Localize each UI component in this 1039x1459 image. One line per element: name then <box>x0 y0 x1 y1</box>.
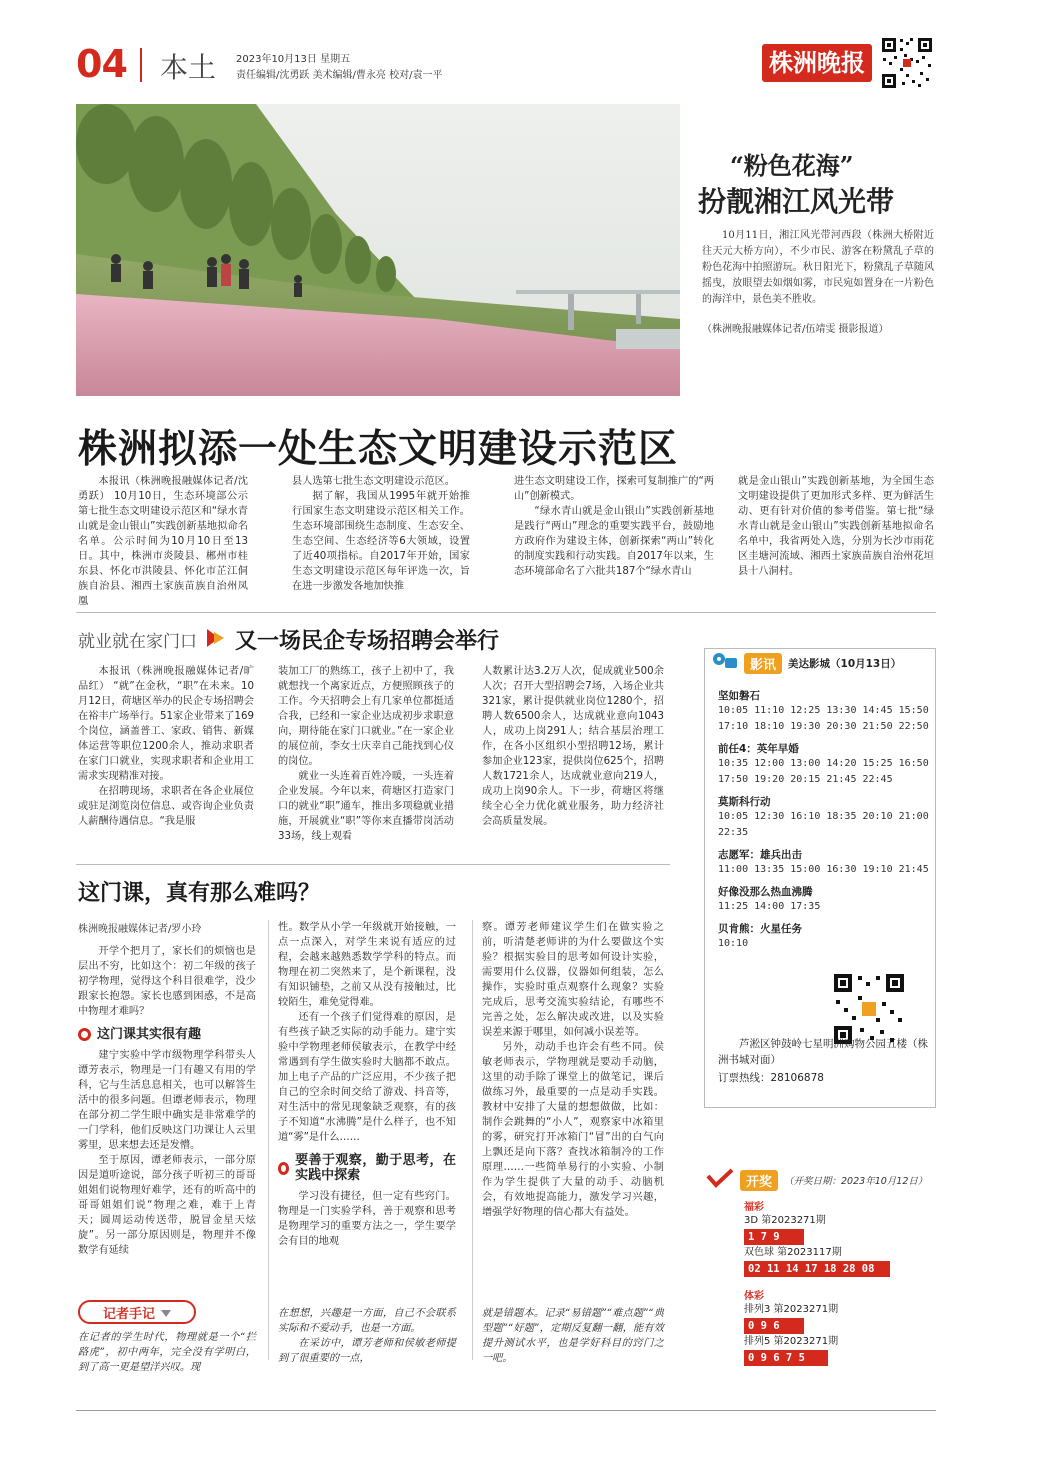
lead-col-1 <box>78 474 248 609</box>
job-col2a-text: 装加工厂的熟练工，孩子上初中了，我就想找一个离家近点，方便照顾孩子的工作。今天招聘会上有几家单位都挺适合我，已经和一家企业达成初步求职意向，期待能在家门口就业。”在一家企业的展位前，李女士庆幸自己能找到心仪的岗位。 <box>278 666 454 767</box>
movie-item <box>718 847 930 878</box>
lead-col2b-text: 据了解，我国从1995年就开始推行国家生态文明建设示范区相关工作。生态环境部围绕生态制度、生态安全、生态空间、生态经济等6大领域，设置了近40项指标。自2017年开始，国家生态文明建设示范区每年评选一次，旨在进一步激发各地加快推 <box>292 491 470 592</box>
notes-tag <box>78 1300 196 1324</box>
draw-name: 双色球 第2023117期 <box>744 1247 842 1258</box>
job-col2b-text: 就业一头连着百姓冷暖，一头连着企业发展。今年以来，荷塘区打造家门口的就业“职”通车，推出多项稳就业措施，开展就业“职”等你来直播带岗活动33场，线上观看 <box>278 771 454 842</box>
winning-numbers: 1 7 9 <box>744 1229 804 1245</box>
physics-col-3 <box>482 920 664 1220</box>
movie-header <box>712 652 901 674</box>
movie-item <box>718 741 930 788</box>
cinema-name: 美达影城（10月13日） <box>788 657 902 670</box>
section-divider <box>140 48 142 82</box>
job-col3-text: 人数累计达3.2万人次，促成就业500余人次；召开大型招聘会7场，入场企业共321家，累计提供就业岗位1280个，招聘人数6500余人，达成就业意向1043人，成功上岗291人；结合基层治理工作，在各小区组织小型招聘12场，累计参加企业123家，提供岗位625个，招聘人数1721余人，达成就业意向219人，成功上岗90余人。下一步，荷塘区将继续全心全力优化就业服务，助力经济社会高质量发展。 <box>482 666 664 827</box>
movie-title: 好像没那么热血沸腾 <box>718 886 813 898</box>
movie-title: 坚如磐石 <box>718 690 760 702</box>
job-headline: 又一场民企专场招聘会举行 <box>235 629 500 654</box>
divider <box>76 612 936 613</box>
column-rule <box>268 920 269 1360</box>
checkmark-icon <box>706 1168 734 1192</box>
lead-col2-text: 县人选第七批生态文明建设示范区。 <box>292 476 455 487</box>
cinema-phone: 订票热线：28106878 <box>718 1072 824 1084</box>
winning-numbers: 0 9 6 7 5 <box>744 1350 828 1366</box>
notes-col-1 <box>78 1330 256 1375</box>
lead-col4-text: 就是金山银山”实践创新基地，为全国生态文明建设提供了更加形式多样、更为鲜活生动、更有针对价值的参考借鉴。第七批“绿水青山就是金山银山”实践创新基地拟命名名单中，我省两处入选，分别为长沙市雨花区圭塘河流域、湘西土家族苗族自治州花垣县十八洞村。 <box>738 476 934 577</box>
movie-showtimes: 10:10 <box>718 938 749 949</box>
bullet-icon <box>78 1028 91 1041</box>
chevron-down-icon <box>161 1303 171 1322</box>
movie-showtimes: 10:05 11:10 12:25 13:30 14:45 15:50 17:10 18:10 19:30 20:30 21:50 22:50 <box>718 705 929 732</box>
lottery-header <box>706 1168 927 1192</box>
notes-a-text: 在记者的学生时代，物理就是一个“拦路虎”，初中两年，完全没有学明白，到了高一更是望洋兴叹。现 <box>78 1332 256 1373</box>
lead-col1-text: 本报讯（株洲晚报融媒体记者/沈勇跃） 10月10日，生态环境部公示第七批生态文明建设示范区和“绿水青山就是金山银山”实践创新基地拟命名名单。公示时间为10月10日至13日。其中，株洲市炎陵县、郴州市桂东县、怀化市洪陵县、怀化市芷江侗族自治县、湘西土家族苗族自治州凤凰 <box>78 476 248 607</box>
lottery-results <box>744 1198 930 1366</box>
qr-code-icon[interactable] <box>880 36 934 90</box>
arrow-icon <box>205 627 227 653</box>
physics-byline: 株洲晚报融媒体记者/罗小玲 <box>78 924 202 935</box>
physics-subhead1-label: 这门课其实很有趣 <box>97 1027 202 1042</box>
movie-list <box>718 688 930 958</box>
welfare-lottery-label: 福彩 <box>744 1202 764 1213</box>
movie-showtimes: 10:35 12:00 13:00 14:20 15:25 16:50 17:50 19:20 20:15 21:45 22:45 <box>718 758 929 785</box>
physics-col2a-text: 性。数学从小学一年级就开始接触，一点一点深入，对学生来说有适应的过程，会越来越熟悉数学学科的特点。而物理在初二突然来了，是个新课程，没有知识铺垫，之前又从没有接触过，比较陌生，难免觉得难。 <box>278 922 456 1008</box>
movie-title: 莫斯科行动 <box>718 796 771 808</box>
physics-col2b-text: 还有一个孩子们觉得难的原因，是有些孩子缺乏实际的动手能力。建宁实验中学物理老师侯敏表示，在教学中经常遇到有学生做实验时大脑都不敢点。加上电子产品的广泛应用，不少孩子把自己的空余时间交给了游戏、抖音等，对生活中的常见现象缺乏观察，有的孩子不知道“水沸腾”是什么样子，也不知道“雾”是什么…… <box>278 1012 456 1143</box>
movie-showtimes: 11:25 14:00 17:35 <box>718 901 821 912</box>
masthead-logo: 株洲晚报 <box>762 44 872 82</box>
photo-story-body: 10月11日，湘江风光带河西段（株洲大桥附近往天元大桥方向），不少市民、游客在粉黛乱子草的粉色花海中拍照游玩。秋日阳光下，粉黛乱子草随风摇曳，放眼望去如烟如雾，市民宛如置身在一片粉色的海洋中，景色美不胜收。 <box>702 230 934 305</box>
notes-d-text: 就是错题本。记录“易错题”“难点题”“典型题”“好题”，定期反复翻一翻，能有效提升测试水平，也是学好科目的窍门之一吧。 <box>482 1308 664 1364</box>
notes-col-2 <box>278 1306 456 1366</box>
lottery-date-note: （开奖日期：2023年10月12日） <box>784 1176 928 1187</box>
notes-tag-label: 记者手记 <box>102 1306 155 1322</box>
movie-item <box>718 921 828 952</box>
physics-col1b-text: 建宁实验中学市级物理学科带头人谭芳表示，物理是一门有趣又有用的学科，它与生活息息相关，也可以解答生活中的很多问题。但谭老师表示，物理在部分初二学生眼中确实是非常难学的一门学科，他们反映这门功课让人云里雾里，思来想去还是发懵。 <box>78 1050 256 1151</box>
lead-col-4 <box>738 474 934 579</box>
movie-title: 前任4：英年早婚 <box>718 743 799 755</box>
movie-title: 志愿军：雄兵出击 <box>718 849 802 861</box>
draw-name: 3D 第2023271期 <box>744 1215 826 1226</box>
cinema-address: 芦淞区钟鼓岭七星明洲购物公园五楼（株洲书城对面） <box>718 1038 928 1066</box>
film-reel-icon <box>712 652 738 674</box>
movie-showtimes: 11:00 13:35 15:00 16:30 19:10 21:45 <box>718 864 929 875</box>
column-rule <box>472 920 473 1360</box>
news-photo-pink-grass <box>76 104 680 396</box>
lead-col-2 <box>292 474 470 594</box>
divider <box>76 864 670 865</box>
job-col1b-text: 在招聘现场，求职者在各企业展位或驻足浏览岗位信息、或咨询企业负责人薪酬待遇信息。“我是服 <box>78 786 254 827</box>
photo-story-credit: （株洲晚报融媒体记者/伍靖雯 摄影报道） <box>702 324 889 335</box>
physics-col-2 <box>278 920 456 1249</box>
draw-name: 排列3 第2023271期 <box>744 1304 839 1315</box>
movie-item <box>718 884 828 915</box>
lead-col3-text: 进生态文明建设工作，探索可复制推广的“两山”创新模式。 <box>514 476 714 502</box>
job-kicker: 就业就在家门口 <box>78 632 197 652</box>
physics-col3a-text: 察。谭芳老师建议学生们在做实验之前，听清楚老师讲的为什么要做这个实验？根据实验目的思考如何设计实验，需要用什么仪器，仪器如何组装，怎么操作，实验时重点观察什么现象？实验完成后，思考交流实验结论，有哪些不完善之处，怎么解决或改进，以及实验误差来源于哪里，如何减小误差等。 <box>482 922 664 1038</box>
notes-col-3 <box>482 1306 664 1366</box>
winning-numbers: 0 9 6 <box>744 1318 804 1334</box>
job-col-3 <box>482 664 664 829</box>
editors-line: 责任编辑/沈勇跃 美术编辑/曹永亮 校对/袁一平 <box>236 70 443 81</box>
section-name: 本土 <box>160 51 217 84</box>
bullet-icon <box>278 1162 289 1175</box>
winning-numbers: 02 11 14 17 18 28 08 <box>744 1261 890 1277</box>
physics-subhead-2 <box>278 1153 456 1183</box>
job-col-1 <box>78 664 254 829</box>
movie-showtimes: 10:05 12:30 16:10 18:35 20:10 21:00 22:35 <box>718 811 929 838</box>
physics-col-1 <box>78 944 256 1258</box>
issue-date: 2023年10月13日 星期五 <box>236 54 351 65</box>
physics-col3b-text: 另外，动动手也许会有些不同。侯敏老师表示，学物理就是要动手动脑，这里的动手除了课堂上的做笔记，课后做练习外，最重要的一点是动手实践。教材中安排了大量的想想做做，比如：制作会跳舞的“小人”，观察家中冰箱里的雾，研究打开冰箱门“冒”出的白气向上飘还是向下落？查找冰箱制冷的工作原理……一些简单易行的小实验、小制作为学生提供了大量的动手、动脑机会，有效地提高能力，激发学习兴趣，增强学好物理的信心都大有益处。 <box>482 1042 664 1218</box>
physics-headline: 这门课，真有那么难吗？ <box>78 881 321 906</box>
photo-story-title-line2: 扮靓湘江风光带 <box>698 185 895 218</box>
movie-qr-code-icon[interactable] <box>832 972 906 1046</box>
draw-name: 排列5 第2023271期 <box>744 1336 839 1347</box>
physics-subhead2-label: 要善于观察，勤于思考，在实践中探索 <box>295 1153 456 1183</box>
lead-col3b-text: “绿水青山就是金山银山”实践创新基地是践行“两山”理念的重要实践平台，鼓励地方政府作为建设主体，创新探索“两山”转化的制度实践和行动实践。自2017年以来，生态环境部命名了六批共187个“绿水青山 <box>514 506 714 577</box>
page-number: 04 <box>76 42 127 86</box>
movie-item <box>718 688 930 735</box>
notes-b-text: 在想想，兴趣是一方面，自己不会联系实际和不爱动手，也是一方面。 <box>278 1308 456 1334</box>
lead-headline: 株洲拟添一处生态文明建设示范区 <box>78 427 679 472</box>
movie-item <box>718 794 930 841</box>
lottery-tag: 开奖 <box>740 1170 778 1191</box>
job-headline-row <box>78 624 499 655</box>
physics-col1a-text: 开学个把月了，家长们的烦恼也是层出不穷，比如这个：初二年级的孩子初学物理，觉得这个科目很难学，没少跟家长抱怨。家长也感到困惑，不是高中物理才难吗？ <box>78 946 256 1017</box>
lead-col-3 <box>514 474 714 579</box>
movie-title: 贝肯熊：火星任务 <box>718 923 802 935</box>
bottom-rule <box>76 1410 936 1411</box>
physics-col2c-text: 学习没有捷径，但一定有些窍门。物理是一门实验学科，善于观察和思考是物理学习的重要方法之一，学生要学会有目的地观 <box>278 1191 456 1247</box>
notes-c-text: 在采访中，谭芳老师和侯敏老师提到了很重要的一点， <box>278 1338 456 1364</box>
movie-tag: 影讯 <box>744 653 782 674</box>
photo-story-title-line1: “粉色花海” <box>730 151 854 180</box>
sports-lottery-label: 体彩 <box>744 1291 764 1302</box>
physics-subhead-1 <box>78 1027 256 1042</box>
job-col1a-text: 本报讯（株洲晚报融媒体记者/旷品红） “就”在金秋，“职”在未来。10月12日，荷塘区举办的民企专场招聘会在裕丰广场举行。51家企业带来了169个岗位，涵盖普工、家政、销售、新媒体运营等职位1200余人，推动求职者在家门口就业，实现求职者和企业用工需求实现精准对接。 <box>78 666 254 782</box>
job-col-2 <box>278 664 454 844</box>
physics-col1c-text: 至于原因，谭老师表示，一部分原因是道听途说，部分孩子听初三的哥哥姐姐们说物理好难学，还有的听高中的哥哥姐姐们说“物理之难，难于上青天；圆周运动传送带，脱冒金星天炫旋”。另一部分原因则是，物理并不像数学有延续 <box>78 1155 256 1256</box>
